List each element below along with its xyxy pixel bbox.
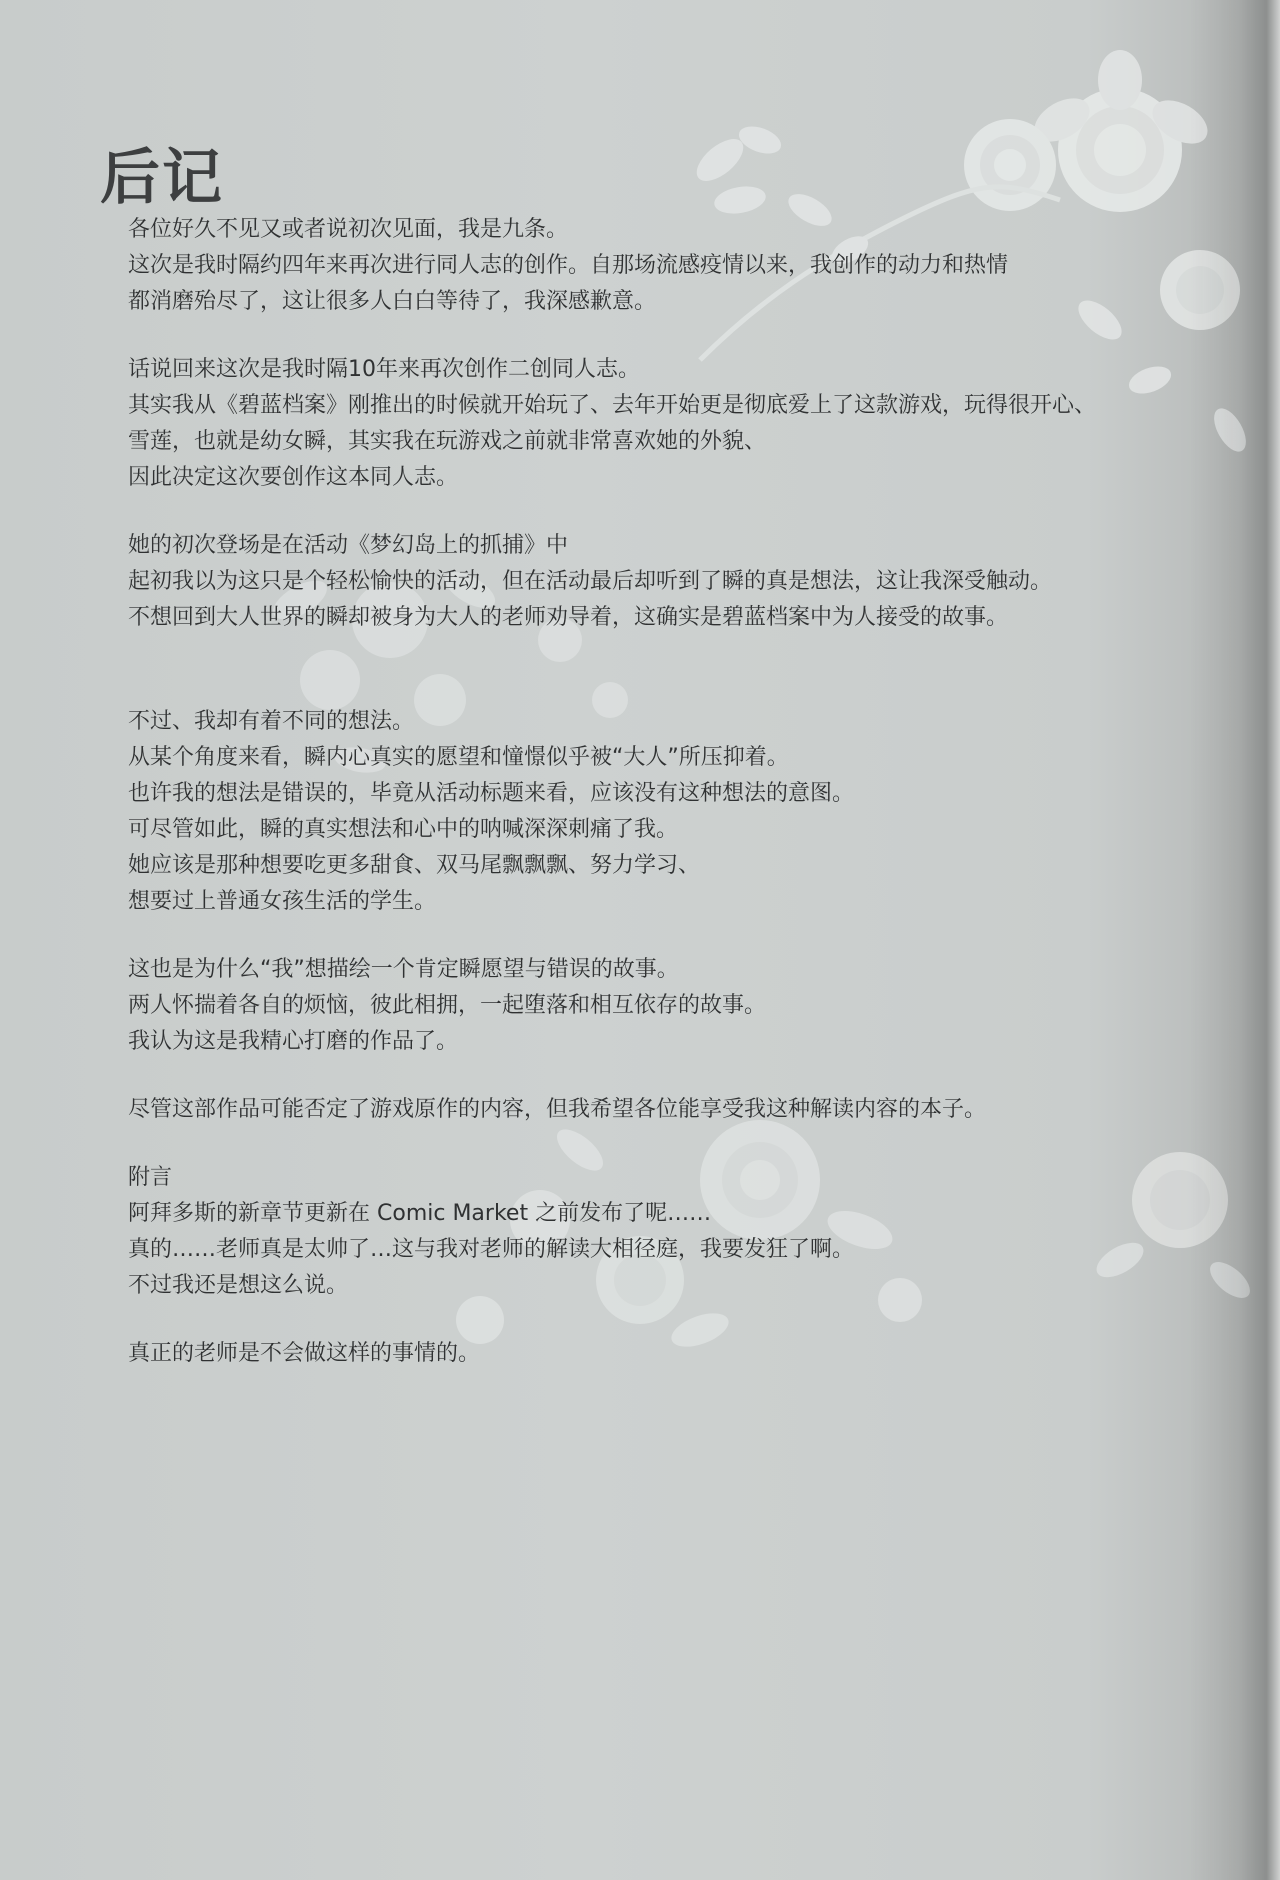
text-line: 都消磨殆尽了，这让很多人白白等待了，我深感歉意。 bbox=[128, 289, 657, 314]
text-line: 想要过上普通女孩生活的学生。 bbox=[128, 889, 437, 914]
afterword-body bbox=[128, 212, 1248, 1404]
text-line: 不过、我却有着不同的想法。 bbox=[128, 709, 415, 734]
text-line: 从某个角度来看，瞬内心真实的愿望和憧憬似乎被“大人”所压抑着。 bbox=[128, 745, 789, 770]
text-line: 两人怀揣着各自的烦恼，彼此相拥，一起堕落和相互依存的故事。 bbox=[128, 993, 767, 1018]
paragraph-postscript bbox=[128, 1160, 1248, 1304]
text-line: 我认为这是我精心打磨的作品了。 bbox=[128, 1029, 459, 1054]
text-line: 她应该是那种想要吃更多甜食、双马尾飘飘飘、努力学习、 bbox=[128, 853, 701, 878]
paragraph-closing bbox=[128, 1336, 1248, 1372]
paragraph-greeting bbox=[128, 212, 1248, 320]
text-line: 雪莲，也就是幼女瞬，其实我在玩游戏之前就非常喜欢她的外貌、 bbox=[128, 429, 767, 454]
text-line: 这也是为什么“我”想描绘一个肯定瞬愿望与错误的故事。 bbox=[128, 957, 679, 982]
text-line: 阿拜多斯的新章节更新在 Comic Market 之前发布了呢…… bbox=[128, 1201, 712, 1226]
text-line: 起初我以为这只是个轻松愉快的活动，但在活动最后却听到了瞬的真是想法，这让我深受触动。 bbox=[128, 569, 1053, 594]
text-line: 这次是我时隔约四年来再次进行同人志的创作。自那场流感疫情以来，我创作的动力和热情 bbox=[128, 253, 1009, 278]
paragraph-different-view bbox=[128, 704, 1248, 920]
text-line: 附言 bbox=[128, 1165, 173, 1190]
paragraph-hope bbox=[128, 1092, 1248, 1128]
text-line: 话说回来这次是我时隔10年来再次创作二创同人志。 bbox=[128, 357, 640, 382]
text-line: 真正的老师是不会做这样的事情的。 bbox=[128, 1341, 481, 1366]
text-line: 也许我的想法是错误的，毕竟从活动标题来看，应该没有这种想法的意图。 bbox=[128, 781, 855, 806]
text-line: 其实我从《碧蓝档案》刚推出的时候就开始玩了、去年开始更是彻底爱上了这款游戏，玩得很开心、 bbox=[128, 393, 1097, 418]
text-line: 因此决定这次要创作这本同人志。 bbox=[128, 465, 459, 490]
text-line: 她的初次登场是在活动《梦幻岛上的抓捕》中 bbox=[128, 533, 569, 558]
text-line: 不过我还是想这么说。 bbox=[128, 1273, 349, 1298]
page-title: 后记 bbox=[100, 143, 224, 214]
paragraph-story-intent bbox=[128, 952, 1248, 1060]
text-line: 真的……老师真是太帅了…这与我对老师的解读大相径庭，我要发狂了啊。 bbox=[128, 1237, 855, 1262]
text-line: 各位好久不见又或者说初次见面，我是九条。 bbox=[128, 217, 569, 242]
paragraph-first-appearance bbox=[128, 528, 1248, 636]
text-line: 尽管这部作品可能否定了游戏原作的内容，但我希望各位能享受我这种解读内容的本子。 bbox=[128, 1097, 987, 1122]
text-line: 可尽管如此，瞬的真实想法和心中的呐喊深深刺痛了我。 bbox=[128, 817, 679, 842]
paragraph-motivation bbox=[128, 352, 1248, 496]
text-line: 不想回到大人世界的瞬却被身为大人的老师劝导着，这确实是碧蓝档案中为人接受的故事。 bbox=[128, 605, 1009, 630]
